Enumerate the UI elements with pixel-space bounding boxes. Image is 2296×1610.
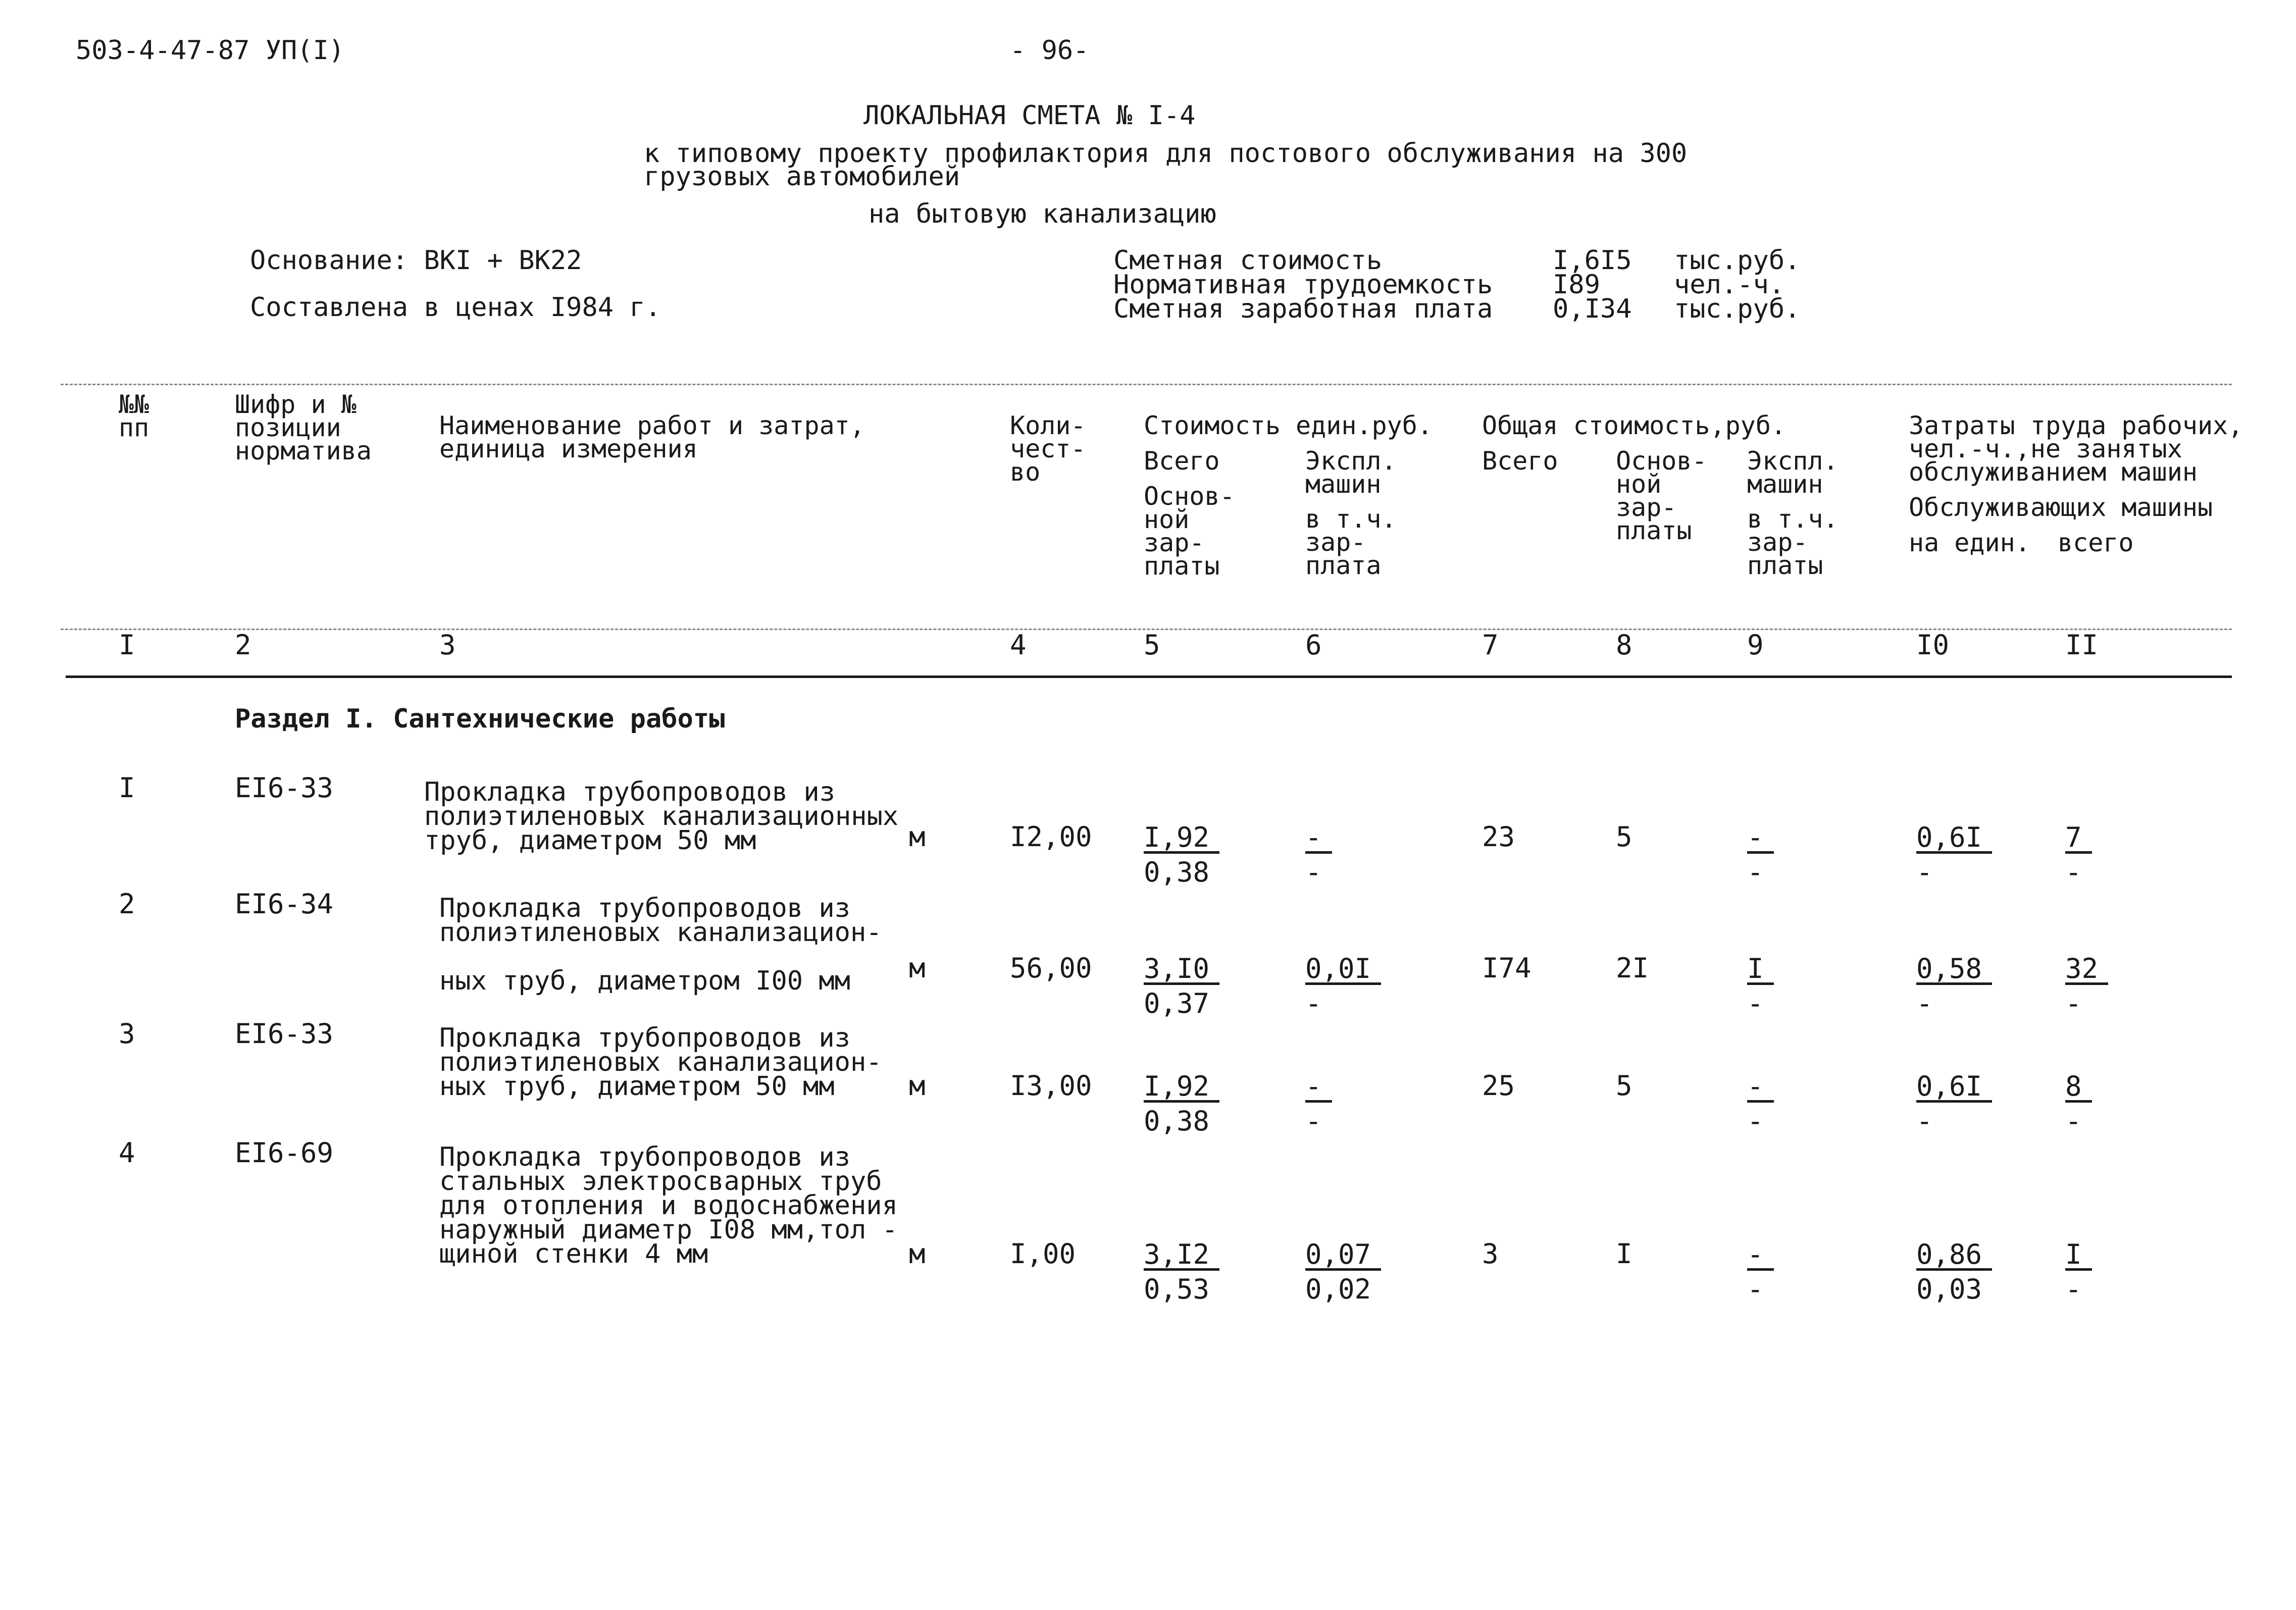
row-total: 3 bbox=[1482, 1238, 1499, 1270]
row-labor-total: 7 - bbox=[2065, 824, 2092, 886]
row-total-wage: 5 bbox=[1616, 1070, 1632, 1102]
section-title: Раздел I. Сантехнические работы bbox=[235, 704, 725, 734]
row-unit: м bbox=[909, 952, 926, 984]
row-work-name: Прокладка трубопроводов из полиэтиленовых канализацион- ных труб, диаметром I00 мм bbox=[439, 893, 882, 996]
col-header-name: Наименование работ и затрат, единица измерения bbox=[439, 411, 865, 463]
row-total: 25 bbox=[1482, 1070, 1515, 1102]
row-unit-cost: $\frac{3,I0}{0,37}$ bbox=[1144, 955, 1219, 1017]
row-unit-cost: $\frac{I,92}{0,38}$ bbox=[1144, 1073, 1219, 1135]
row-work-name: Прокладка трубопроводов из полиэтиленовых канализацион- ных труб, диаметром 50 мм bbox=[439, 1023, 882, 1102]
subtitle-line-2: грузовых автомобилей bbox=[644, 162, 960, 192]
summary-unit-wage: тыс.руб. bbox=[1674, 294, 1801, 324]
col-header-total-cost-group: Общая стоимость,руб. bbox=[1482, 411, 1787, 440]
estimate-subject: на бытовую канализацию bbox=[869, 199, 1216, 229]
col-number-4: 4 bbox=[1010, 629, 1027, 661]
summary-value-cost: I,6I5 bbox=[1553, 245, 1632, 276]
row-unit: м bbox=[909, 1070, 926, 1102]
col-header-unit-wage: Основ- ной зар- платы bbox=[1144, 482, 1235, 581]
col-header-unit-total: Всего bbox=[1144, 446, 1220, 476]
row-total-machine: I - bbox=[1747, 955, 1774, 1017]
row-total-machine: - - bbox=[1747, 824, 1774, 886]
col-number-6: 6 bbox=[1305, 629, 1322, 661]
col-header-unit-machine-wage: в т.ч. зар- плата bbox=[1305, 504, 1397, 580]
row-total-machine: - - bbox=[1747, 1073, 1774, 1135]
col-header-unit-cost-group: Стоимость един.руб. bbox=[1144, 411, 1433, 440]
document-title: ЛОКАЛЬНАЯ СМЕТА № I-4 bbox=[863, 100, 1196, 131]
col-header-labor-total: всего bbox=[2058, 528, 2134, 557]
col-header-labor-subgroup: Обслуживающих машины bbox=[1909, 493, 2213, 522]
row-labor-total: 32 - bbox=[2065, 955, 2108, 1017]
col-header-total-machine: Экспл. машин bbox=[1747, 446, 1839, 499]
row-total-wage: I bbox=[1616, 1238, 1632, 1270]
table-top-rule bbox=[61, 384, 2232, 385]
row-number: 3 bbox=[119, 1018, 135, 1050]
row-code: EI6-69 bbox=[235, 1137, 334, 1169]
row-work-name: Прокладка трубопроводов из полиэтиленовых канализационных труб, диаметром 50 мм bbox=[424, 777, 899, 856]
row-total: I74 bbox=[1482, 952, 1532, 984]
summary-value-labor: I89 bbox=[1553, 270, 1600, 300]
summary-label-wage: Сметная заработная плата bbox=[1113, 294, 1493, 324]
row-quantity: I3,00 bbox=[1010, 1070, 1092, 1102]
col-header-unit-machine: Экспл. машин bbox=[1305, 446, 1397, 499]
col-number-8: 8 bbox=[1616, 629, 1632, 661]
col-number-1: I bbox=[119, 629, 135, 661]
page-number: - 96- bbox=[1010, 35, 1089, 66]
row-quantity: 56,00 bbox=[1010, 952, 1092, 984]
subtitle-line-1: к типовому проекту профилактория для постового обслуживания на 300 bbox=[644, 138, 1688, 169]
row-labor-per-unit: $\frac{0,86}{0,03}$ bbox=[1916, 1241, 1992, 1303]
col-header-number: №№ пп bbox=[119, 390, 149, 442]
summary-unit-cost: тыс.руб. bbox=[1674, 245, 1801, 276]
row-labor-per-unit: 0,6I - bbox=[1916, 824, 1992, 886]
row-unit: м bbox=[909, 821, 926, 853]
row-labor-per-unit: 0,58 - bbox=[1916, 955, 1992, 1017]
col-number-10: I0 bbox=[1916, 629, 1950, 661]
row-number: 2 bbox=[119, 888, 135, 920]
col-header-code: Шифр и № позиции норматива bbox=[235, 390, 372, 465]
header-bottom-rule bbox=[66, 676, 2232, 678]
row-unit-machine: - - bbox=[1305, 824, 1332, 886]
document-code: 503-4-47-87 УП(I) bbox=[76, 35, 345, 66]
basis-foundation: Основание: BKI + BK22 bbox=[250, 245, 582, 276]
summary-label-labor: Нормативная трудоемкость bbox=[1113, 270, 1493, 300]
row-total-machine: - - bbox=[1747, 1241, 1774, 1303]
row-total: 23 bbox=[1482, 821, 1515, 853]
row-quantity: I,00 bbox=[1010, 1238, 1076, 1270]
col-number-3: 3 bbox=[439, 629, 456, 661]
row-quantity: I2,00 bbox=[1010, 821, 1092, 853]
row-code: EI6-34 bbox=[235, 888, 334, 920]
col-header-labor-per-unit: на един. bbox=[1909, 528, 2030, 557]
col-header-quantity: Коли- чест- во bbox=[1010, 411, 1086, 487]
col-number-5: 5 bbox=[1144, 629, 1160, 661]
row-unit-machine: 0,0I - bbox=[1305, 955, 1381, 1017]
row-unit-cost: $\frac{I,92}{0,38}$ bbox=[1144, 824, 1219, 886]
row-total-wage: 2I bbox=[1616, 952, 1649, 984]
basis-compiled-prices: Составлена в ценах I984 г. bbox=[250, 292, 661, 323]
col-number-7: 7 bbox=[1482, 629, 1499, 661]
col-number-9: 9 bbox=[1747, 629, 1764, 661]
col-header-total-machine-wage: в т.ч. зар- платы bbox=[1747, 504, 1839, 580]
col-header-total: Всего bbox=[1482, 446, 1558, 476]
row-labor-per-unit: 0,6I - bbox=[1916, 1073, 1992, 1135]
row-code: EI6-33 bbox=[235, 772, 334, 804]
summary-value-wage: 0,I34 bbox=[1553, 294, 1632, 324]
col-header-labor-group: Затраты труда рабочих, чел.-ч.,не занятых обслуживанием машин bbox=[1909, 411, 2243, 487]
row-unit-machine: $\frac{0,07}{0,02}$ bbox=[1305, 1241, 1381, 1303]
row-labor-total: 8 - bbox=[2065, 1073, 2092, 1135]
row-number: I bbox=[119, 772, 135, 804]
row-total-wage: 5 bbox=[1616, 821, 1632, 853]
row-unit-cost: $\frac{3,I2}{0,53}$ bbox=[1144, 1241, 1219, 1303]
row-labor-total: I - bbox=[2065, 1241, 2092, 1303]
row-number: 4 bbox=[119, 1137, 135, 1169]
col-header-total-wage: Основ- ной зар- платы bbox=[1616, 446, 1707, 545]
col-number-11: II bbox=[2065, 629, 2099, 661]
summary-label-cost: Сметная стоимость bbox=[1113, 245, 1383, 276]
row-code: EI6-33 bbox=[235, 1018, 334, 1050]
col-number-2: 2 bbox=[235, 629, 251, 661]
row-unit: м bbox=[909, 1238, 926, 1270]
summary-unit-labor: чел.-ч. bbox=[1674, 270, 1785, 300]
row-work-name: Прокладка трубопроводов из стальных электросварных труб для отопления и водоснабжения наружный диаметр I08 мм,тол - щиной стенки 4 мм bbox=[439, 1142, 898, 1269]
row-unit-machine: - - bbox=[1305, 1073, 1332, 1135]
